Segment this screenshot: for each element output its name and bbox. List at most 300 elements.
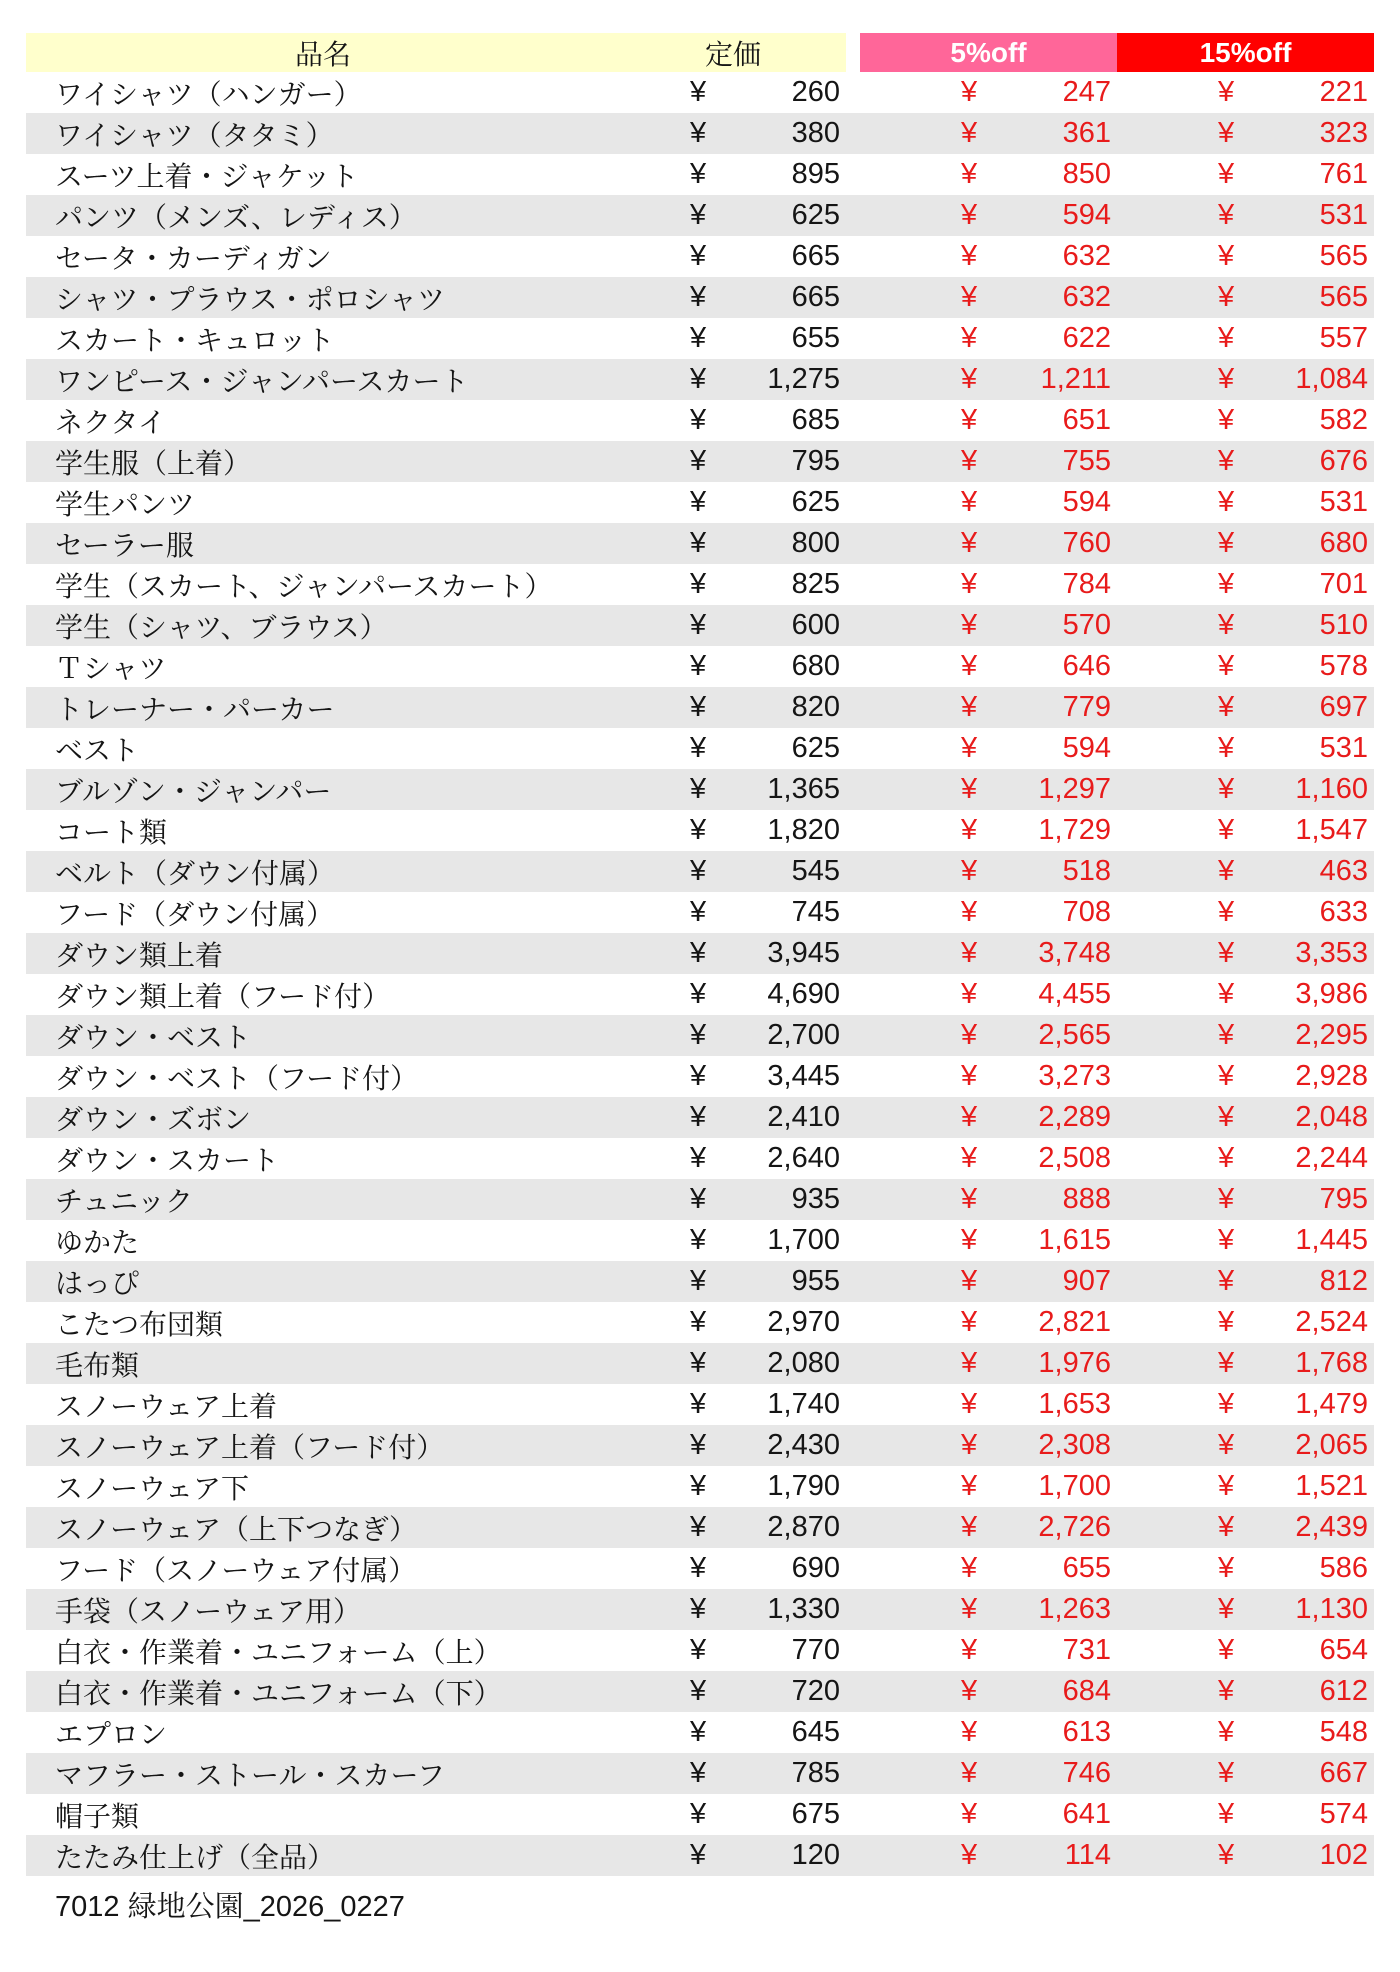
off5-price-value: 746 (1062, 1757, 1111, 1789)
yen-symbol: ¥ (961, 1183, 978, 1215)
table-row (26, 359, 1374, 400)
off5-price-cell (860, 527, 1117, 560)
item-name: こたつ布団類 (55, 1308, 224, 1340)
regular-price-value: 895 (791, 158, 840, 190)
regular-price-value: 795 (791, 445, 840, 477)
table-row (26, 318, 1374, 359)
yen-symbol: ¥ (961, 1675, 978, 1707)
yen-symbol: ¥ (961, 1306, 978, 1338)
off15-price-value: 510 (1319, 609, 1368, 641)
yen-symbol: ¥ (961, 1511, 978, 1543)
yen-symbol: ¥ (1218, 732, 1235, 764)
footer-note: 7012 緑地公園_2026_0227 (55, 1891, 405, 1923)
yen-symbol: ¥ (961, 1757, 978, 1789)
item-name: 学生（シャツ、ブラウス） (55, 611, 388, 643)
regular-price-value: 745 (791, 896, 840, 928)
table-row (26, 687, 1374, 728)
off5-price-value: 1,729 (1038, 814, 1111, 846)
yen-symbol: ¥ (961, 568, 978, 600)
regular-price-value: 665 (791, 240, 840, 272)
off5-price-cell (860, 1634, 1117, 1667)
off5-price-value: 1,615 (1038, 1224, 1111, 1256)
yen-symbol: ¥ (690, 650, 707, 682)
regular-price-value: 2,410 (767, 1101, 840, 1133)
off5-price-cell (860, 1511, 1117, 1544)
regular-price-value: 625 (791, 732, 840, 764)
yen-symbol: ¥ (1218, 1757, 1235, 1789)
yen-symbol: ¥ (1218, 1347, 1235, 1379)
item-name: スカート・キュロット (55, 324, 335, 356)
yen-symbol: ¥ (961, 1839, 978, 1871)
yen-symbol: ¥ (961, 1470, 978, 1502)
item-name: ダウン類上着（フード付） (55, 980, 391, 1012)
table-row (26, 1794, 1374, 1835)
item-name: シャツ・プラウス・ポロシャツ (55, 283, 446, 315)
yen-symbol: ¥ (961, 1798, 978, 1830)
off5-price-value: 755 (1062, 445, 1111, 477)
off15-price-cell (1117, 322, 1374, 355)
yen-symbol: ¥ (961, 322, 978, 354)
regular-price-cell (620, 445, 846, 478)
off5-price-value: 2,565 (1038, 1019, 1111, 1051)
regular-price-cell (620, 1265, 846, 1298)
yen-symbol: ¥ (1218, 404, 1235, 436)
off15-price-cell (1117, 404, 1374, 437)
yen-symbol: ¥ (961, 404, 978, 436)
table-row (26, 236, 1374, 277)
off5-price-value: 2,508 (1038, 1142, 1111, 1174)
regular-price-cell (620, 1798, 846, 1831)
off5-price-cell (860, 1798, 1117, 1831)
off5-price-cell (860, 486, 1117, 519)
yen-symbol: ¥ (690, 1511, 707, 1543)
off5-price-value: 114 (1064, 1839, 1111, 1871)
off15-price-cell (1117, 1511, 1374, 1544)
off15-price-value: 2,524 (1295, 1306, 1368, 1338)
off15-price-cell (1117, 896, 1374, 929)
yen-symbol: ¥ (690, 1470, 707, 1502)
yen-symbol: ¥ (1218, 855, 1235, 887)
item-name: ダウン・ベスト（フード付） (55, 1062, 419, 1094)
regular-price-value: 2,640 (767, 1142, 840, 1174)
yen-symbol: ¥ (690, 1060, 707, 1092)
table-row (26, 523, 1374, 564)
table-row (26, 400, 1374, 441)
yen-symbol: ¥ (1218, 1183, 1235, 1215)
off15-price-cell (1117, 1798, 1374, 1831)
off5-price-cell (860, 568, 1117, 601)
regular-price-value: 2,080 (767, 1347, 840, 1379)
off5-price-cell (860, 1019, 1117, 1052)
yen-symbol: ¥ (1218, 1593, 1235, 1625)
off5-price-value: 3,748 (1038, 937, 1111, 969)
off5-price-cell (860, 1101, 1117, 1134)
off5-price-cell (860, 199, 1117, 232)
regular-price-cell (620, 978, 846, 1011)
off5-price-value: 632 (1062, 281, 1111, 313)
yen-symbol: ¥ (1218, 1675, 1235, 1707)
off5-price-cell (860, 896, 1117, 929)
yen-symbol: ¥ (1218, 1101, 1235, 1133)
yen-symbol: ¥ (690, 240, 707, 272)
yen-symbol: ¥ (690, 732, 707, 764)
regular-price-value: 1,330 (767, 1593, 840, 1625)
off15-price-cell (1117, 1757, 1374, 1790)
regular-price-value: 645 (791, 1716, 840, 1748)
off15-price-value: 612 (1319, 1675, 1368, 1707)
yen-symbol: ¥ (690, 158, 707, 190)
regular-price-cell (620, 404, 846, 437)
item-name: たたみ仕上げ（全品） (55, 1841, 336, 1873)
regular-price-cell (620, 937, 846, 970)
regular-price-value: 3,445 (767, 1060, 840, 1092)
table-row (26, 892, 1374, 933)
item-name: スーツ上着・ジャケット (55, 160, 359, 192)
regular-price-cell (620, 609, 846, 642)
item-name: ダウン・ベスト (55, 1021, 252, 1053)
regular-price-value: 4,690 (767, 978, 840, 1010)
off5-price-value: 594 (1062, 199, 1111, 231)
yen-symbol: ¥ (1218, 199, 1235, 231)
item-name: 帽子類 (55, 1800, 140, 1832)
off15-price-cell (1117, 363, 1374, 396)
regular-price-value: 680 (791, 650, 840, 682)
item-name: コート類 (55, 816, 168, 848)
off5-price-value: 655 (1062, 1552, 1111, 1584)
off15-price-value: 2,048 (1295, 1101, 1368, 1133)
regular-price-value: 120 (791, 1839, 840, 1871)
yen-symbol: ¥ (1218, 1511, 1235, 1543)
item-name: ゆかた (55, 1226, 140, 1258)
off15-price-value: 1,445 (1295, 1224, 1368, 1256)
off5-price-cell (860, 1757, 1117, 1790)
header-item-name: 品名 (26, 33, 620, 72)
off15-price-cell (1117, 855, 1374, 888)
yen-symbol: ¥ (1218, 1798, 1235, 1830)
regular-price-cell (620, 1019, 846, 1052)
table-row (26, 1138, 1374, 1179)
item-name: セーラー服 (55, 529, 194, 561)
yen-symbol: ¥ (1218, 1470, 1235, 1502)
off5-price-value: 684 (1062, 1675, 1111, 1707)
item-name: エプロン (55, 1718, 168, 1750)
regular-price-value: 955 (791, 1265, 840, 1297)
off15-price-value: 565 (1319, 281, 1368, 313)
yen-symbol: ¥ (1218, 76, 1235, 108)
item-name: 手袋（スノーウェア用） (55, 1595, 362, 1627)
table-row (26, 769, 1374, 810)
off15-price-value: 582 (1319, 404, 1368, 436)
yen-symbol: ¥ (690, 1675, 707, 1707)
off5-price-value: 888 (1062, 1183, 1111, 1215)
yen-symbol: ¥ (961, 1101, 978, 1133)
yen-symbol: ¥ (961, 527, 978, 559)
yen-symbol: ¥ (690, 445, 707, 477)
item-name: 毛布類 (55, 1349, 140, 1381)
item-name: ベルト（ダウン付属） (55, 857, 336, 889)
off15-price-value: 2,928 (1295, 1060, 1368, 1092)
off15-price-value: 1,130 (1295, 1593, 1368, 1625)
off5-price-value: 850 (1062, 158, 1111, 190)
off5-price-value: 1,976 (1038, 1347, 1111, 1379)
off15-price-value: 323 (1319, 117, 1368, 149)
yen-symbol: ¥ (690, 855, 707, 887)
regular-price-value: 260 (791, 76, 840, 108)
yen-symbol: ¥ (1218, 896, 1235, 928)
off15-price-cell (1117, 937, 1374, 970)
off15-price-cell (1117, 1470, 1374, 1503)
off15-price-cell (1117, 281, 1374, 314)
yen-symbol: ¥ (1218, 1224, 1235, 1256)
off15-price-cell (1117, 773, 1374, 806)
item-name: スノーウェア（上下つなぎ） (55, 1513, 418, 1545)
item-name: スノーウェア下 (55, 1472, 250, 1504)
table-row (26, 482, 1374, 523)
regular-price-value: 825 (791, 568, 840, 600)
item-name: フード（スノーウェア付属） (55, 1554, 417, 1586)
item-name: マフラー・ストール・スカーフ (55, 1759, 446, 1791)
off15-price-value: 812 (1319, 1265, 1368, 1297)
table-row (26, 1179, 1374, 1220)
off15-price-value: 1,084 (1295, 363, 1368, 395)
off15-price-cell (1117, 609, 1374, 642)
off5-price-cell (860, 978, 1117, 1011)
yen-symbol: ¥ (961, 1593, 978, 1625)
off5-price-cell (860, 1347, 1117, 1380)
yen-symbol: ¥ (690, 1757, 707, 1789)
regular-price-cell (620, 1306, 846, 1339)
table-header-row (26, 33, 1374, 72)
off5-price-value: 518 (1062, 855, 1111, 887)
yen-symbol: ¥ (690, 1798, 707, 1830)
table-row (26, 1712, 1374, 1753)
regular-price-cell (620, 1183, 846, 1216)
yen-symbol: ¥ (1218, 978, 1235, 1010)
off15-price-value: 1,479 (1295, 1388, 1368, 1420)
off15-price-cell (1117, 1265, 1374, 1298)
off5-price-cell (860, 1593, 1117, 1626)
yen-symbol: ¥ (1218, 1716, 1235, 1748)
off15-price-value: 102 (1319, 1839, 1368, 1871)
off5-price-cell (860, 1470, 1117, 1503)
item-name: 学生服（上着） (55, 447, 252, 479)
off5-price-cell (860, 1265, 1117, 1298)
off15-price-cell (1117, 1019, 1374, 1052)
regular-price-value: 690 (791, 1552, 840, 1584)
off15-price-value: 557 (1319, 322, 1368, 354)
yen-symbol: ¥ (961, 773, 978, 805)
off15-price-cell (1117, 1552, 1374, 1585)
off5-price-value: 594 (1062, 486, 1111, 518)
yen-symbol: ¥ (961, 117, 978, 149)
item-name: 白衣・作業着・ユニフォーム（上） (55, 1636, 502, 1668)
off5-price-value: 1,263 (1038, 1593, 1111, 1625)
regular-price-value: 1,275 (767, 363, 840, 395)
regular-price-cell (620, 1593, 846, 1626)
off5-price-value: 1,297 (1038, 773, 1111, 805)
off15-price-value: 548 (1319, 1716, 1368, 1748)
off5-price-cell (860, 1552, 1117, 1585)
item-name: ネクタイ (55, 406, 166, 438)
item-name: トレーナー・パーカー (55, 693, 335, 725)
off5-price-cell (860, 76, 1117, 109)
table-row (26, 728, 1374, 769)
regular-price-value: 820 (791, 691, 840, 723)
yen-symbol: ¥ (1218, 363, 1235, 395)
off15-price-cell (1117, 1429, 1374, 1462)
yen-symbol: ¥ (961, 609, 978, 641)
off15-price-cell (1117, 1060, 1374, 1093)
yen-symbol: ¥ (690, 199, 707, 231)
yen-symbol: ¥ (961, 363, 978, 395)
table-row (26, 441, 1374, 482)
yen-symbol: ¥ (690, 1716, 707, 1748)
yen-symbol: ¥ (961, 1347, 978, 1379)
table-row (26, 810, 1374, 851)
yen-symbol: ¥ (961, 855, 978, 887)
off5-price-cell (860, 773, 1117, 806)
yen-symbol: ¥ (961, 650, 978, 682)
regular-price-cell (620, 281, 846, 314)
yen-symbol: ¥ (961, 978, 978, 1010)
off5-price-cell (860, 855, 1117, 888)
off5-price-cell (860, 322, 1117, 355)
regular-price-cell (620, 1142, 846, 1175)
item-name: Ｔシャツ (55, 652, 167, 684)
yen-symbol: ¥ (690, 281, 707, 313)
yen-symbol: ¥ (961, 1265, 978, 1297)
regular-price-value: 3,945 (767, 937, 840, 969)
off5-price-cell (860, 1224, 1117, 1257)
yen-symbol: ¥ (690, 568, 707, 600)
table-row (26, 605, 1374, 646)
regular-price-cell (620, 691, 846, 724)
regular-price-value: 1,700 (767, 1224, 840, 1256)
regular-price-cell (620, 1716, 846, 1749)
off5-price-cell (860, 404, 1117, 437)
item-name: ブルゾン・ジャンパー (55, 775, 332, 807)
off5-price-cell (860, 1142, 1117, 1175)
off15-price-value: 531 (1319, 486, 1368, 518)
off15-price-value: 1,160 (1295, 773, 1368, 805)
off5-price-value: 907 (1062, 1265, 1111, 1297)
off5-price-cell (860, 158, 1117, 191)
off15-price-cell (1117, 1101, 1374, 1134)
table-row (26, 1302, 1374, 1343)
off5-price-cell (860, 240, 1117, 273)
item-name: ワイシャツ（タタミ） (55, 119, 334, 151)
item-name: ベスト (55, 734, 140, 766)
regular-price-cell (620, 117, 846, 150)
off5-price-value: 1,653 (1038, 1388, 1111, 1420)
regular-price-value: 770 (791, 1634, 840, 1666)
yen-symbol: ¥ (1218, 1019, 1235, 1051)
item-name: チュニック (55, 1185, 194, 1217)
off15-price-value: 531 (1319, 199, 1368, 231)
off15-price-value: 1,521 (1295, 1470, 1368, 1502)
table-row (26, 72, 1374, 113)
off5-price-value: 247 (1062, 76, 1111, 108)
table-row (26, 1343, 1374, 1384)
off5-price-cell (860, 937, 1117, 970)
yen-symbol: ¥ (690, 363, 707, 395)
yen-symbol: ¥ (1218, 1634, 1235, 1666)
off5-price-value: 646 (1062, 650, 1111, 682)
item-name: フード（ダウン付属） (55, 898, 335, 930)
off15-price-cell (1117, 1388, 1374, 1421)
off5-price-value: 3,273 (1038, 1060, 1111, 1092)
off15-price-cell (1117, 240, 1374, 273)
item-name: スノーウェア上着 (55, 1390, 278, 1422)
regular-price-value: 625 (791, 199, 840, 231)
off15-price-cell (1117, 1224, 1374, 1257)
yen-symbol: ¥ (1218, 1839, 1235, 1871)
table-row (26, 1630, 1374, 1671)
off5-price-value: 632 (1062, 240, 1111, 272)
table-row (26, 1671, 1374, 1712)
regular-price-cell (620, 732, 846, 765)
table-row (26, 933, 1374, 974)
off5-price-value: 622 (1062, 322, 1111, 354)
yen-symbol: ¥ (1218, 1306, 1235, 1338)
off5-price-value: 594 (1062, 732, 1111, 764)
yen-symbol: ¥ (690, 978, 707, 1010)
yen-symbol: ¥ (690, 322, 707, 354)
yen-symbol: ¥ (690, 937, 707, 969)
regular-price-value: 685 (791, 404, 840, 436)
regular-price-value: 1,790 (767, 1470, 840, 1502)
yen-symbol: ¥ (690, 1306, 707, 1338)
header-off15: 15%off (1117, 33, 1374, 72)
regular-price-value: 2,700 (767, 1019, 840, 1051)
regular-price-value: 675 (791, 1798, 840, 1830)
off15-price-cell (1117, 691, 1374, 724)
regular-price-cell (620, 1839, 846, 1872)
off15-price-value: 697 (1319, 691, 1368, 723)
off15-price-cell (1117, 117, 1374, 150)
yen-symbol: ¥ (1218, 240, 1235, 272)
yen-symbol: ¥ (690, 1183, 707, 1215)
off5-price-cell (860, 1839, 1117, 1872)
off5-price-value: 2,308 (1038, 1429, 1111, 1461)
table-row (26, 154, 1374, 195)
yen-symbol: ¥ (1218, 527, 1235, 559)
table-row (26, 1466, 1374, 1507)
off15-price-cell (1117, 1142, 1374, 1175)
header-separator (846, 33, 860, 72)
yen-symbol: ¥ (961, 1388, 978, 1420)
yen-symbol: ¥ (690, 1347, 707, 1379)
regular-price-cell (620, 322, 846, 355)
yen-symbol: ¥ (1218, 1429, 1235, 1461)
off5-price-cell (860, 814, 1117, 847)
off5-price-cell (860, 1183, 1117, 1216)
table-row (26, 646, 1374, 687)
table-row (26, 113, 1374, 154)
regular-price-cell (620, 76, 846, 109)
item-name: ワイシャツ（ハンガー） (55, 78, 362, 110)
yen-symbol: ¥ (961, 691, 978, 723)
yen-symbol: ¥ (690, 1142, 707, 1174)
off5-price-cell (860, 650, 1117, 683)
off15-price-value: 680 (1319, 527, 1368, 559)
table-row (26, 1507, 1374, 1548)
regular-price-cell (620, 1757, 846, 1790)
regular-price-cell (620, 486, 846, 519)
off5-price-cell (860, 732, 1117, 765)
yen-symbol: ¥ (1218, 445, 1235, 477)
yen-symbol: ¥ (690, 896, 707, 928)
